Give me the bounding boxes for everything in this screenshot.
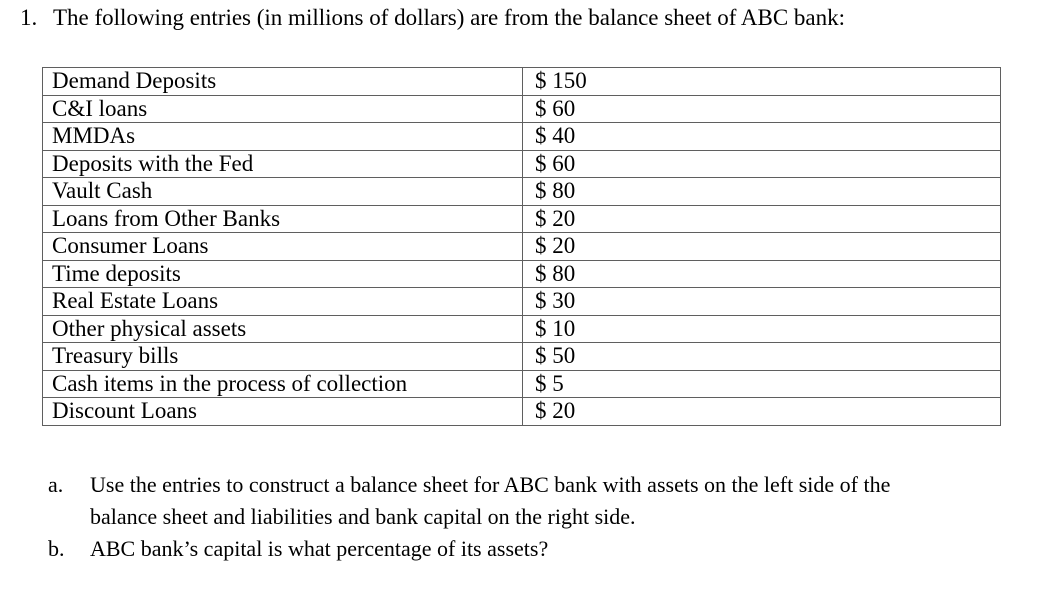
table-row [43, 260, 1001, 288]
entry-amount: $ 20 [523, 205, 1001, 233]
table-row [43, 398, 1001, 426]
entry-amount: $ 60 [523, 150, 1001, 178]
table-row [43, 150, 1001, 178]
question-text: The following entries (in millions of dollars) are from the balance sheet of ABC bank: [53, 5, 846, 30]
table-row [43, 288, 1001, 316]
subquestion-a [48, 469, 890, 501]
table-row [43, 233, 1001, 261]
entry-amount: $ 5 [523, 370, 1001, 398]
entry-label: Treasury bills [43, 343, 523, 371]
table-row [43, 123, 1001, 151]
entry-amount: $ 40 [523, 123, 1001, 151]
entry-label: Demand Deposits [43, 68, 523, 96]
entry-amount: $ 50 [523, 343, 1001, 371]
subquestion-b-text: ABC bank’s capital is what percentage of its assets? [90, 536, 549, 561]
entry-label: Consumer Loans [43, 233, 523, 261]
entry-label: Vault Cash [43, 178, 523, 206]
entry-label: Discount Loans [43, 398, 523, 426]
table-row [43, 205, 1001, 233]
question-heading [20, 4, 845, 32]
entry-label: C&I loans [43, 95, 523, 123]
entry-label: Cash items in the process of collection [43, 370, 523, 398]
table-row [43, 370, 1001, 398]
entry-amount: $ 10 [523, 315, 1001, 343]
entry-label: MMDAs [43, 123, 523, 151]
entry-amount: $ 30 [523, 288, 1001, 316]
subquestion-a-line2: balance sheet and liabilities and bank capital on the right side. [90, 504, 636, 529]
table-row [43, 315, 1001, 343]
entry-label: Other physical assets [43, 315, 523, 343]
entry-amount: $ 80 [523, 178, 1001, 206]
entry-label: Deposits with the Fed [43, 150, 523, 178]
entry-label: Time deposits [43, 260, 523, 288]
subquestion-b-marker: b. [48, 536, 65, 561]
entry-amount: $ 20 [523, 233, 1001, 261]
balance-sheet-entries-table [42, 67, 1001, 426]
subquestion-a-marker: a. [48, 472, 64, 497]
entries-table-body [43, 68, 1001, 426]
subquestion-a-line1: Use the entries to construct a balance sheet for ABC bank with assets on the left side of the [90, 472, 891, 497]
entry-amount: $ 60 [523, 95, 1001, 123]
entry-label: Loans from Other Banks [43, 205, 523, 233]
entry-amount: $ 80 [523, 260, 1001, 288]
subquestion-b [48, 533, 548, 565]
entry-amount: $ 20 [523, 398, 1001, 426]
entry-label: Real Estate Loans [43, 288, 523, 316]
table-row [43, 178, 1001, 206]
table-row [43, 343, 1001, 371]
table-row [43, 68, 1001, 96]
table-row [43, 95, 1001, 123]
question-number: 1. [20, 5, 38, 30]
entry-amount: $ 150 [523, 68, 1001, 96]
